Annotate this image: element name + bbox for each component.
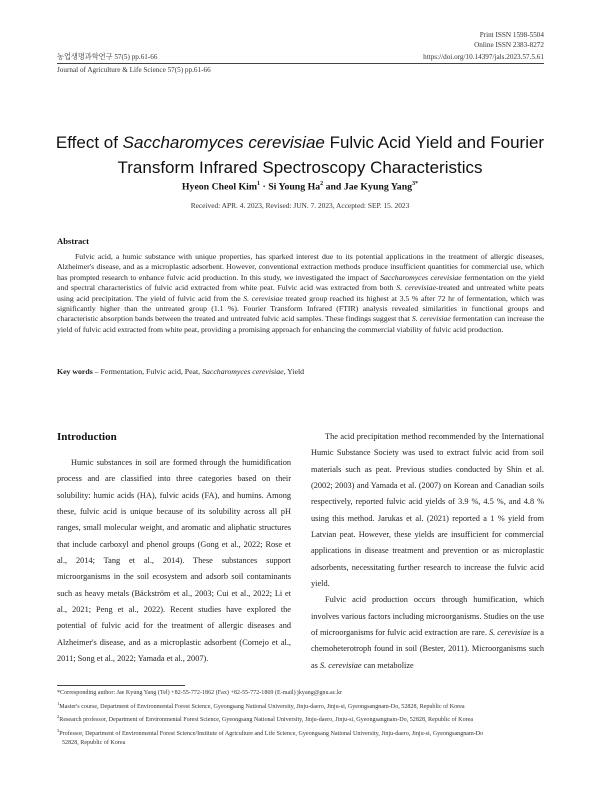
affiliation-note — [57, 712, 544, 726]
affiliation-note — [57, 699, 544, 713]
right-column — [311, 429, 544, 674]
title-line1-suffix: Fulvic Acid Yield and Fourier — [324, 133, 545, 152]
abstract-heading: Abstract — [57, 236, 89, 246]
issn-online: Online ISSN 2383-8272 — [474, 41, 544, 49]
journal-citation-english: Journal of Agriculture & Life Science 57(5) pp.61-66 — [57, 66, 211, 74]
keywords-label: Key words — [57, 367, 93, 376]
abstract-text — [57, 252, 544, 335]
affiliation-text: Master's course, Department of Environmental Forest Science, Gyeongsang National University, Jinju-daero, Jinju-si, Gyeongsangnam-Do, 52828, Republic of Korea — [59, 703, 465, 710]
footnotes — [57, 689, 544, 749]
doi-link[interactable]: https://doi.org/10.14397/jals.2023.57.5.61 — [423, 53, 544, 61]
journal-citation-korean: 농업생명과학연구 57(5) pp.61-66 — [57, 53, 158, 61]
title-prefix: Effect of — [55, 133, 123, 152]
affiliation-text: Research professor, Department of Environmental Forest Science, Gyeongsang National University, Jinju-daero, Jinju-si, Gyeongsangnam-Do, 52828, Republic of Korea — [59, 717, 474, 724]
author-name: Si Young Ha — [268, 181, 321, 193]
introduction-heading: Introduction — [57, 431, 117, 443]
title-species: Saccharomyces cerevisiae — [122, 133, 325, 152]
affiliation-mark: 1 — [57, 700, 60, 706]
left-column — [57, 455, 291, 667]
abstract-species: S. cerevisiae — [411, 314, 451, 324]
body-species: S. cerevisiae — [320, 660, 362, 670]
body-paragraph: The acid precipitation method recommended by the International Humic Substance Society was used to extract fulvic acid from soil materials such as peat. Previous studies conducted by Shin et al. (2002; 2003) and Yamada et al. (2007) on Korean and Canadian soils respectively, reported fulvic acid yields of 3.9 %, 4.5 %, and 4.8 % using this method. Jarukas et al. (2021) reported a 1 % yield from Latvian peat. However, these yields are insufficient for commercial applications in disease treatment and prevention or as microplastic adsorbents, necessitating further research to increase the fulvic acid yield. — [311, 432, 544, 589]
abstract-species: S. cerevisiae — [243, 293, 283, 303]
body-text-segment: Fulvic acid production occurs through humification, which involves various factors including microorganisms. Studies on the use of microorganisms for fulvic acid extraction are rare. — [311, 595, 544, 638]
submission-dates: Received: APR. 4. 2023, Revised: JUN. 7. 2023, Accepted: SEP. 15. 2023 — [190, 201, 410, 210]
abstract-species: S. cerevisiae — [396, 283, 436, 293]
footnote-divider — [57, 685, 185, 686]
keywords — [57, 367, 544, 376]
body-text-segment: can metabolize — [361, 660, 414, 670]
author-conjunction: and — [323, 181, 344, 193]
affiliation-mark: 2 — [57, 714, 60, 720]
author-separator: · — [260, 181, 269, 193]
body-paragraph — [311, 592, 544, 674]
author-name: Hyeon Cheol Kim — [181, 181, 258, 193]
affiliation-mark: 3 — [57, 727, 60, 733]
keywords-species: Saccharomyces cerevisiae — [202, 367, 284, 376]
author-affiliation-mark: 2 — [320, 181, 324, 187]
abstract-text-segment: Fulvic acid, a humic substance with unique properties, has sparked interest due to its potential applications in the treatment of allergic diseases, Alzheimer's disease, and as a microplastic adsorbent. However, conventional extraction methods produce insufficient quantities for commercial use, which has prompted research to enhance fulvic acid production. In this study, we investigated the impact of — [57, 252, 544, 282]
affiliation-note-continued: 52828, Republic of Korea — [62, 740, 126, 747]
keywords-list-end: , Yield — [283, 367, 305, 376]
keywords-dash: – — [92, 367, 101, 376]
header-divider — [57, 63, 544, 64]
body-paragraph: Humic substances in soil are formed through the humidification process and are classified into three categories based on their solubility: humic acids (HA), fulvic acids (FA), and humins. Among these, fulvic acid is unique because of its solubility across all pH ranges, small molecular weight, and aromatic and aliphatic structures that include carboxyl and phenol groups (Gong et al., 2022; Rose et al., 2014; Tang et al., 2014). These substances support microorganisms in the soil ecosystem and adsorb soil contaminants such as heavy metals (Bäckström et al., 2003; Cui et al., 2022; Li et al., 2021; Peng et al., 2022). Recent studies have explored the potential of fulvic acid for the treatment of allergic diseases and Alzheimer's disease, and as a microplastic adsorbent (Cornejo et al., 2011; Song et al., 2022; Yamada et al., 2007). — [57, 458, 291, 664]
author-affiliation-mark: 1 — [257, 181, 261, 187]
body-species: S. cerevisiae — [488, 628, 531, 638]
author-name: Jae Kyung Yang — [343, 181, 413, 193]
issn-print: Print ISSN 1598-5504 — [479, 31, 544, 39]
abstract-species: Saccharomyces cerevisiae — [380, 272, 462, 282]
keywords-list: Fermentation, Fulvic acid, Peat, — [100, 367, 203, 376]
title-line2: Transform Infrared Spectroscopy Characteristics — [117, 158, 483, 177]
affiliation-note — [57, 726, 544, 740]
author-affiliation-mark: 3* — [412, 181, 419, 187]
abstract-text-segment: fermentation can increase the yield of fulvic acid extracted from white peat, providing a promising approach for enhancing the commercial viability of fulvic acid production. — [57, 314, 545, 334]
paper-title — [40, 130, 560, 180]
body-text-segment: is a chemoheterotroph found in soil (Bester, 2011). Microorganisms such as — [311, 628, 544, 670]
abstract-text-segment: -treated and untreated white peats using acid precipitation. The yield of fulvic acid from the — [57, 283, 544, 303]
affiliation-text: Professor, Department of Environmental Forest Science/Institute of Agriculture and Life Science, Gyeongsang National University, Jinju-daero, Jinju-si, Gyeongsangnam-Do — [59, 730, 484, 737]
abstract-text-segment: treated group reached its highest at 3.5 % after 72 hr of fermentation, which was significantly higher than the untreated group (1.1 %). Fourier Transform Infrared (FTIR) analysis revealed similarities in functional groups and characteristic absorption bands between the treated and untreated fulvic acid samples. These findings suggest that — [57, 293, 544, 324]
corresponding-author-note: *Corresponding author: Jae Kyung Yang (Tel) +82-55-772-1862 (Fax) +82-55-772-1869 (E-mail) jkyang@gnu.ac.kr — [57, 690, 343, 696]
author-list — [0, 181, 600, 192]
abstract-text-segment: fermentation on the yield and spectral characteristics of fulvic acid extracted from white peat. Fulvic acid was extracted from both — [57, 272, 544, 293]
